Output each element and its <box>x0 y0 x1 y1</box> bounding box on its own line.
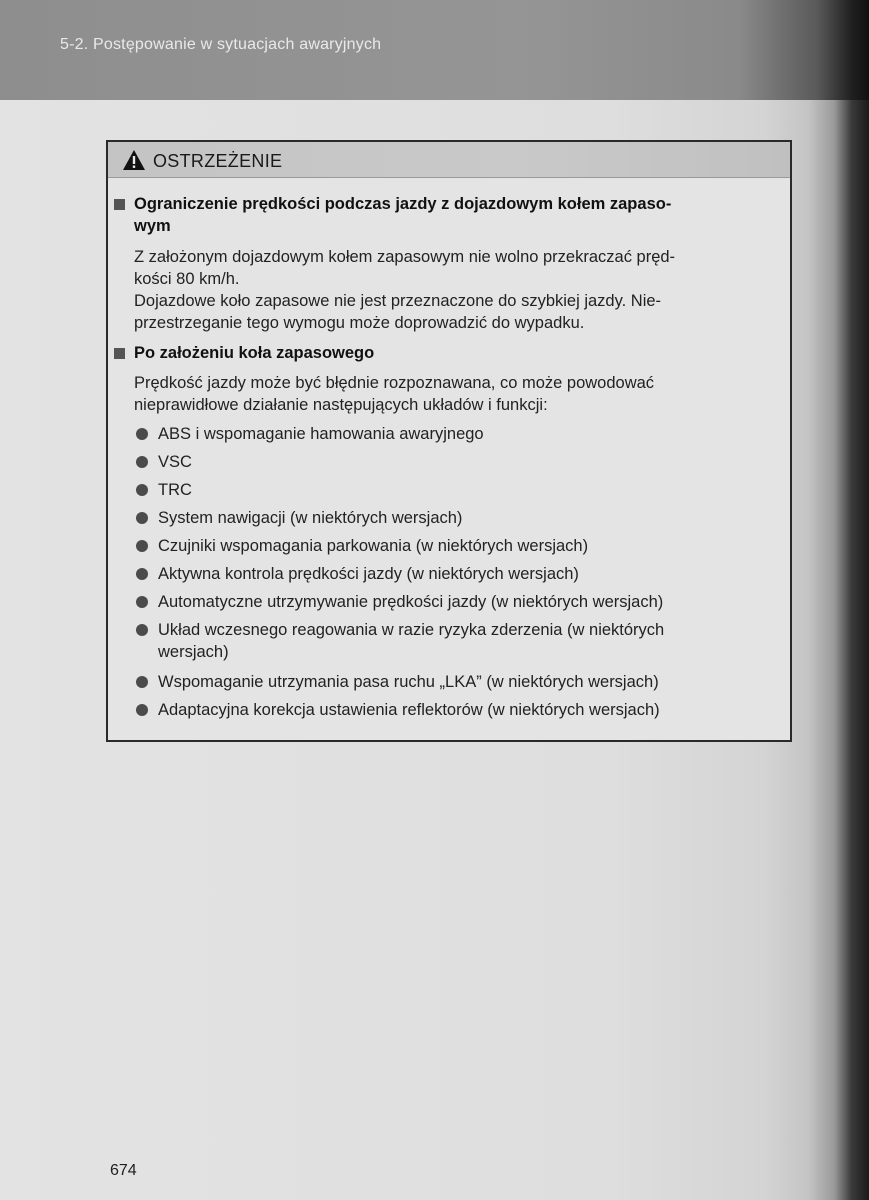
list-item: System nawigacji (w niektórych wersjach) <box>158 509 463 527</box>
list-item-continuation: wersjach) <box>158 643 229 661</box>
section-heading: wym <box>134 217 171 235</box>
list-item: Czujniki wspomagania parkowania (w niektórych wersjach) <box>158 537 589 555</box>
paragraph-line: Prędkość jazdy może być błędnie rozpoznawana, co może powodować <box>134 374 655 392</box>
list-item: Aktywna kontrola prędkości jazdy (w niektórych wersjach) <box>158 565 579 583</box>
paragraph-line: Z założonym dojazdowym kołem zapasowym nie wolno przekraczać pręd- <box>134 248 676 266</box>
warning-header <box>108 142 790 178</box>
bullet-icon <box>136 540 148 552</box>
paragraph-line: kości 80 km/h. <box>134 270 240 288</box>
warning-title: OSTRZEŻENIE <box>153 151 283 171</box>
bullet-icon <box>136 704 148 716</box>
bullet-icon <box>136 596 148 608</box>
list-item: Wspomaganie utrzymania pasa ruchu „LKA” (w niektórych wersjach) <box>158 673 659 691</box>
section-heading: Po założeniu koła zapasowego <box>134 344 375 362</box>
section-heading: Ograniczenie prędkości podczas jazdy z dojazdowym kołem zapaso- <box>134 195 672 213</box>
section-marker-icon <box>114 348 125 359</box>
list-item: TRC <box>158 481 192 499</box>
bullet-icon <box>136 456 148 468</box>
list-item: ABS i wspomaganie hamowania awaryjnego <box>158 425 484 443</box>
list-item: Adaptacyjna korekcja ustawienia reflektorów (w niektórych wersjach) <box>158 701 660 719</box>
bullet-icon <box>136 428 148 440</box>
bullet-icon <box>136 512 148 524</box>
bullet-icon <box>136 624 148 636</box>
warning-triangle-icon <box>122 149 146 171</box>
paragraph-line: przestrzeganie tego wymogu może doprowadzić do wypadku. <box>134 314 585 332</box>
paragraph-line: nieprawidłowe działanie następujących układów i funkcji: <box>134 396 548 414</box>
list-item: Układ wczesnego reagowania w razie ryzyka zderzenia (w niektórych <box>158 621 665 639</box>
list-item: Automatyczne utrzymywanie prędkości jazdy (w niektórych wersjach) <box>158 593 664 611</box>
bullet-icon <box>136 484 148 496</box>
list-item: VSC <box>158 453 192 471</box>
section-title: 5-2. Postępowanie w sytuacjach awaryjnych <box>60 36 382 53</box>
section-header-band <box>0 0 869 100</box>
bullet-icon <box>136 676 148 688</box>
page-number: 674 <box>110 1162 137 1179</box>
section-marker-icon <box>114 199 125 210</box>
warning-box <box>106 140 792 742</box>
paragraph-line: Dojazdowe koło zapasowe nie jest przeznaczone do szybkiej jazdy. Nie- <box>134 292 662 310</box>
bullet-icon <box>136 568 148 580</box>
